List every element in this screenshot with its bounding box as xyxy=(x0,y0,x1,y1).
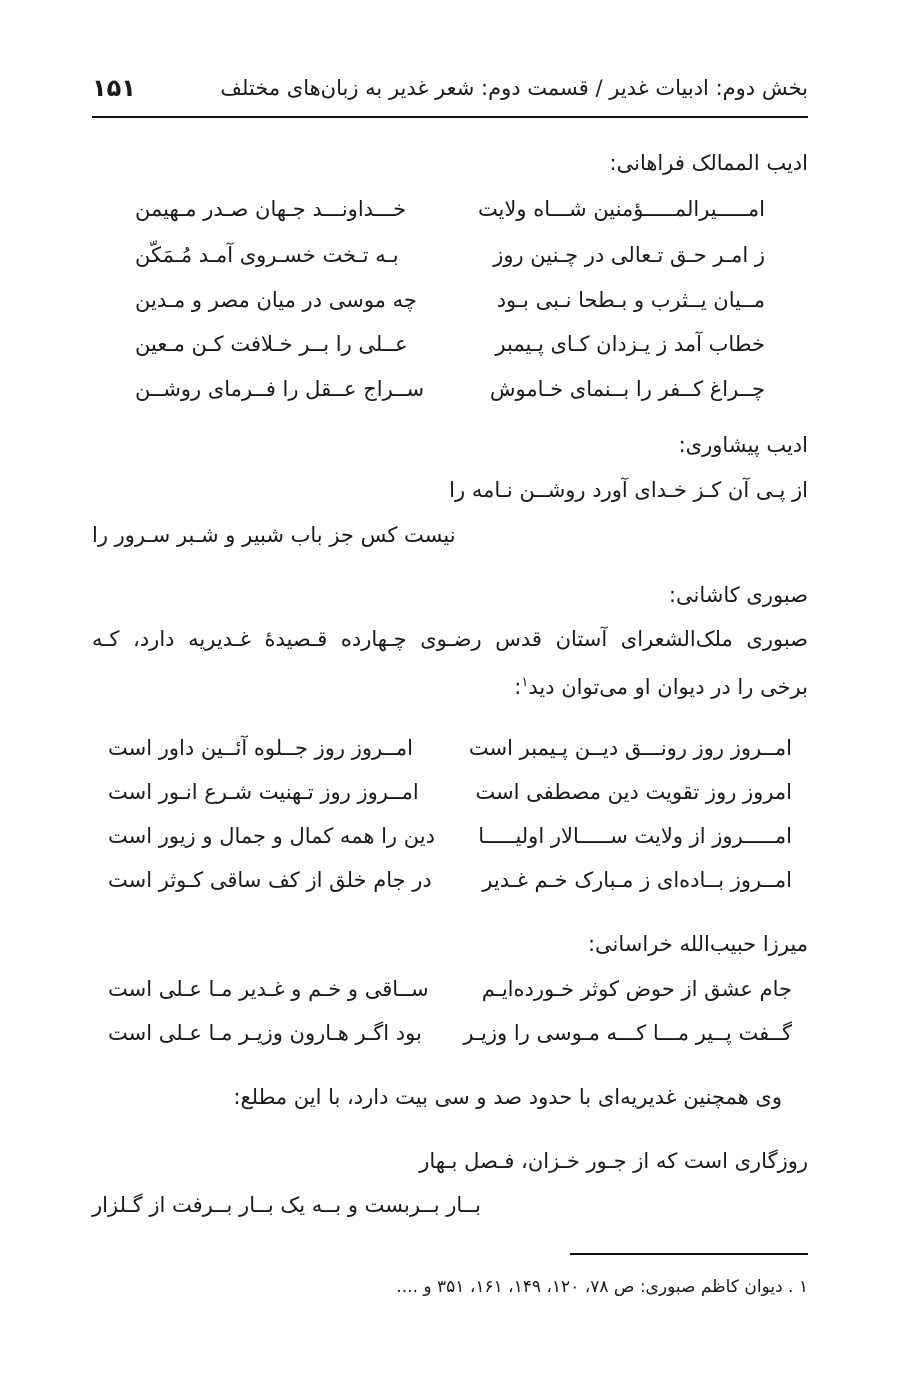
verse-hemistich-right: امـــــروز از ولایت ســـــالار اولیـــــا xyxy=(478,824,792,848)
verse-hemistich-left: در جام خلق از کف ساقی کـوثر است xyxy=(108,868,432,892)
verse-hemistich-left: خـــداونـــد جـهان صـدر مـهیمن xyxy=(135,197,407,221)
verse-hemistich-right: امروز روز تقویت دین مصطفی است xyxy=(475,780,792,804)
verse-hemistich-left: ســراج عــقل را فــرمای روشــن xyxy=(135,377,425,401)
poet-name-sabouri: صبوری کاشانی: xyxy=(668,583,808,607)
footnote-divider xyxy=(570,1253,808,1255)
verse-hemistich-right: گــفت پــیر مـــا کـــه مـوسی را وزیـر xyxy=(463,1021,792,1045)
verse-hemistich-left: دین را همه کمال و جمال و زیور است xyxy=(108,824,435,848)
verse-hemistich-left: بود اگـر هـارون وزیـر مـا عـلی است xyxy=(108,1021,422,1045)
verse-hemistich-right: امــروز روز رونـــق دیــن پـیمبر است xyxy=(468,736,792,760)
verse-hemistich-left: امــروز روز تـهنیت شـرع انـور است xyxy=(108,780,419,804)
poem-line: از پـی آن کـز خـدای آورد روشــن نـامه را xyxy=(449,478,808,502)
verse-hemistich-right: چــراغ کــفر را بــنمای خـاموش xyxy=(489,377,765,401)
poem-line: نیست کس جز باب شبیر و شـبر سـرور را xyxy=(92,523,456,547)
verse-hemistich-left: بـه تـخت خسـروی آمـد مُـمَکّن xyxy=(135,243,399,267)
verse-hemistich-right: خطاب آمد ز یـزدان کـای پـیمبر xyxy=(495,332,765,356)
verse-hemistich-left: چه موسی در میان مصر و مـدین xyxy=(135,288,417,312)
footnote-ref: ۱ xyxy=(521,675,529,690)
paragraph-line: صبوری ملک‌الشعرای آستان قدس رضـوی چـهارده قـصیدهٔ غـدیریه دارد، کـه xyxy=(92,627,808,651)
poet-name-adib-almamalek: ادیب الممالک فراهانی: xyxy=(609,151,808,175)
page-number: ۱۵۱ xyxy=(92,74,136,102)
running-header xyxy=(92,74,808,108)
verse-hemistich-right: امـــــیرالمـــــؤمنین شـــاه ولایت xyxy=(477,197,765,221)
verse-hemistich-left: ســاقی و خـم و غـدیر مـا عـلی است xyxy=(108,977,429,1001)
verse-hemistich-right: جام عشق از حوض کوثر خـورده‌ایـم xyxy=(481,977,792,1001)
header-divider xyxy=(92,116,808,118)
colon: : xyxy=(514,675,522,699)
poem-line: بــار بــربست و بــه یک بــار بــرفت از گـلزار xyxy=(92,1193,481,1217)
verse-hemistich-left: عــلی را بــر خـلافت کـن مـعین xyxy=(135,332,408,356)
paragraph-line-with-ref xyxy=(514,668,808,702)
header-title: بخش دوم: ادبیات غدیر / قسمت دوم: شعر غدیر به زبان‌های مختلف xyxy=(220,76,808,100)
intro-sentence: وی همچنین غدیریه‌ای با حدود صد و سی بیت دارد، با این مطلع: xyxy=(233,1085,782,1109)
paragraph-text: برخی را در دیوان او می‌توان دید xyxy=(528,675,808,699)
poet-name-adib-pishavari: ادیب پیشاوری: xyxy=(678,433,808,457)
verse-hemistich-left: امــروز روز جــلوه آئــین داور است xyxy=(108,736,413,760)
verse-hemistich-right: امــروز بــاده‌ای ز مـبارک خـم غـدیر xyxy=(482,868,792,892)
footnote-text: ۱ . دیوان کاظم صبوری: ص ۷۸، ۱۲۰، ۱۴۹، ۱۶۱، ۳۵۱ و .... xyxy=(396,1277,808,1297)
poem-line: روزگاری است که از جـور خـزان، فـصل بـهار xyxy=(419,1149,808,1173)
poet-name-mirza-habibollah: میرزا حبیب‌الله خراسانی: xyxy=(587,932,808,956)
verse-hemistich-right: مــیان یــثرب و بـطحا نـبی بـود xyxy=(496,288,765,312)
verse-hemistich-right: ز امـر حـق تـعالی در چـنین روز xyxy=(493,243,765,267)
